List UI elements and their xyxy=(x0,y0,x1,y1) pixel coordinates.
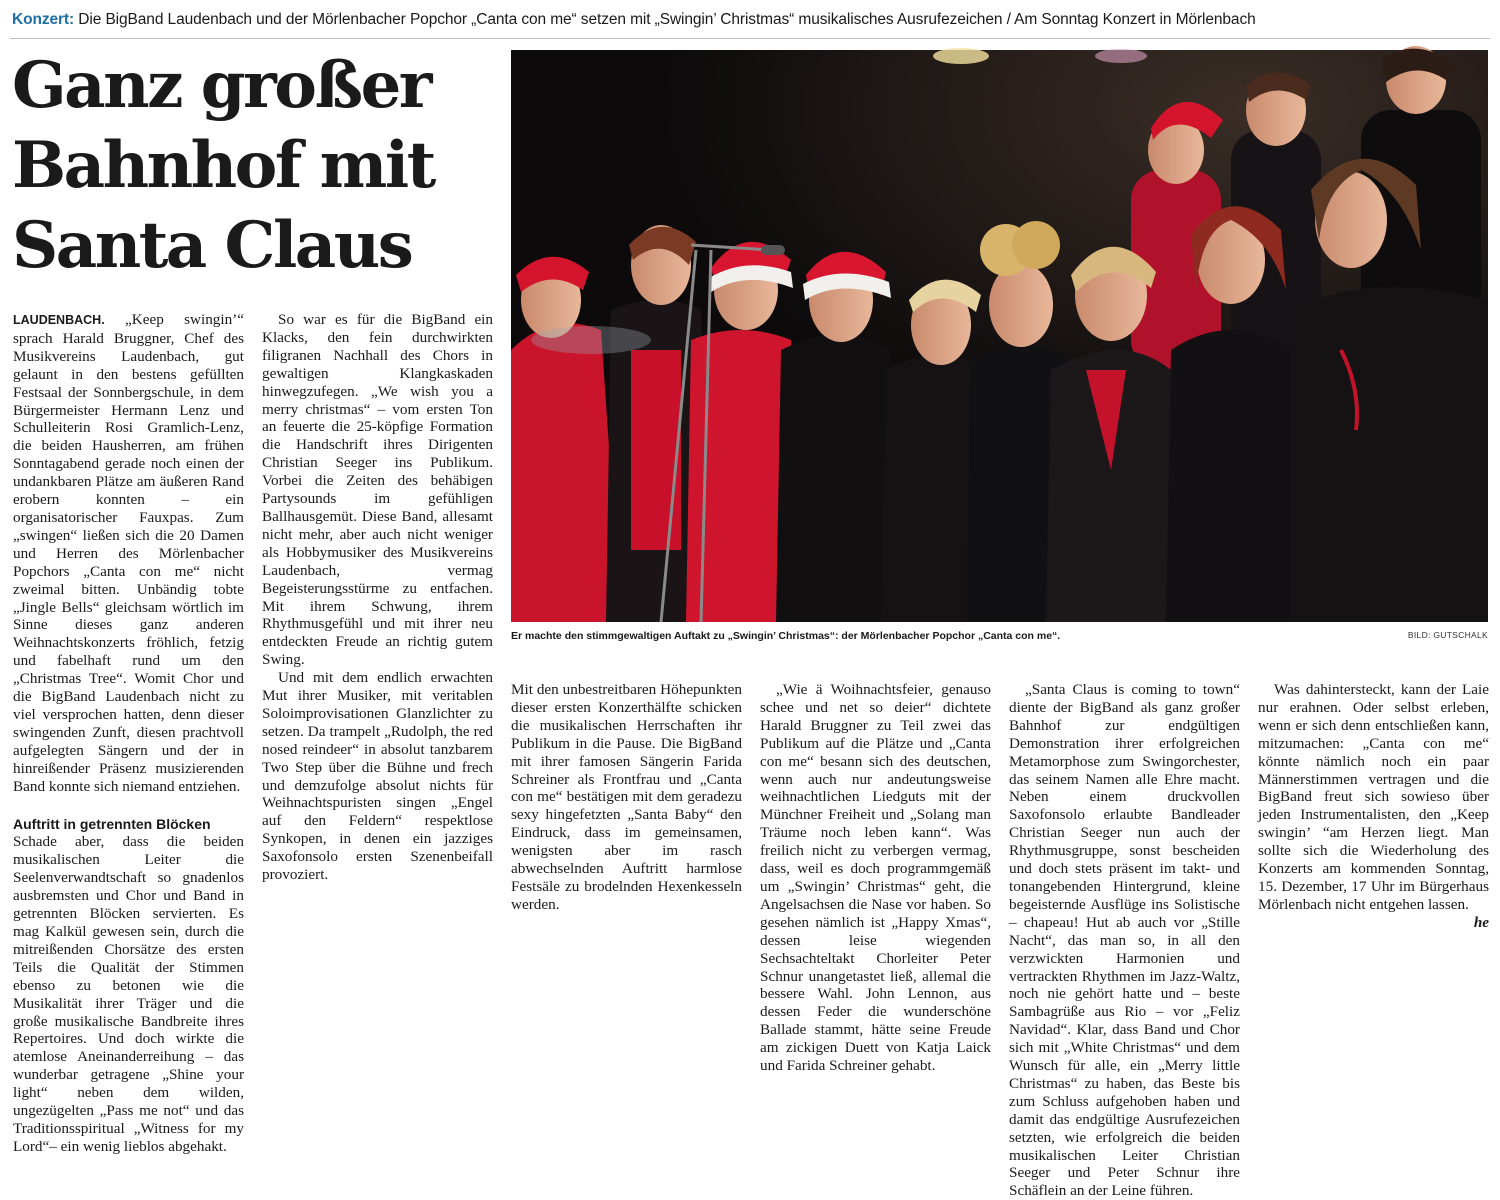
headline xyxy=(12,46,492,286)
top-rule xyxy=(10,38,1490,39)
paragraph-1-text: „Keep swingin’“ sprach Harald Bruggner, Chef des Musikvereins Laudenbach, gut gelaunt in den bestens gefüllten Festsaal der Sonnbergschule, in dem Bürgermeister Hermann Lenz und Schulleiterin Rosi Gramlich-Lenz, die beiden Hausherren, am frühen Sonntagabend gerade noch einen der undankbaren Plätze am äußeren Rand erobern konnten – ein organisatorischer Fauxpas. Zum „swingen“ ließen sich die 20 Damen und Herren des Mörlenbacher Popchors „Canta con me“ nicht zweimal bitten. Unbändig tobte „Jingle Bells“ gleichsam wörtlich im Sinne dieses ganz anderen Weihnachtskonzerts fröhlich, fetzig und fabelhaft rund um den „Christmas Tree“. Womit Chor und die BigBand Laudenbach nicht zu viel versprochen hatten, denn dieser swingenden Zunft, diesen prachtvoll aufgelegten Sängern und der in hinreißender Präsenz musizierenden Band konnte sich niemand entziehen. xyxy=(13,311,245,795)
author-signoff: he xyxy=(1473,913,1489,931)
kicker-text: Die BigBand Laudenbach und der Mörlenbacher Popchor „Canta con me“ setzen mit „Swingin’ Christmas“ musikalisches Ausrufezeichen / Am Sonntag Konzert in Mörlenbach xyxy=(78,11,1256,28)
article-column-1 xyxy=(13,311,245,1155)
article-column-6 xyxy=(1258,681,1489,1019)
kicker-line xyxy=(12,9,1492,31)
headline-line-1: Ganz großer xyxy=(12,48,430,123)
headline-line-3: Santa Claus xyxy=(12,208,412,283)
article-column-4 xyxy=(760,681,991,1075)
article-column-3 xyxy=(511,681,742,1019)
paragraph-1 xyxy=(13,311,244,795)
photo-credit: BILD: GUTSCHALK xyxy=(1407,630,1488,640)
paragraph-5: Mit den unbestreitbaren Höhepunkten dieser ersten Konzerthälfte schicken die musikalischen Herrschaften ihr Publikum in die Pause. Die BigBand mit ihrer famosen Sängerin Farida Schreiner als Frontfrau und „Canta con me“ bestätigen mit dem geradezu sexy hingefetzten „Santa Baby“ den Eindruck, dass im gemeinsamen, wenigsten aber im rasch abwechselnden Auftritt harmlose Festsäle zu brodelnden Hexenkesseln werden. xyxy=(511,681,742,913)
paragraph-2: Schade aber, dass die beiden musikalischen Leiter die Seelenverwandtschaft so gnadenlos ausbremsten und Chor und Band in getrennten Blöcken servierten. Es mag Kalkül gewesen sein, durch die mitreißenden Chorsätze des ersten Teils die Qualität der Stimmen ebenso zu betonen wie die Musikalität ihrer Träger und die große musikalische Bandbreite ihres Repertoires. Und doch wirkte die atemlose Aneinanderreihung – das wunderbar getragene „Shine your light“ neben dem wilden, ungezügelten „Pass me not“ und das Traditionsspiritual „Witness for my Lord“– ein wenig lieblos abgehakt. xyxy=(13,833,244,1155)
dateline: LAUDENBACH. xyxy=(13,313,105,327)
paragraph-6: „Wie ä Woihnachtsfeier, genauso schee und net so deier“ dichtete Harald Bruggner zu Teil zwei das Publikum auf die Plätze und „Canta con me“ besann sich des deutschen, wenn auch nur andeutungsweise weihnachtlichen Liedguts mit der Münchner Freiheit und „Solang man Träume noch leben kann“. Was freilich nicht zu verbergen vermag, dass, weil es doch programmgemäß um „Swingin’ Christmas“ geht, die Angelsachsen die Nase vor haben. So gesehen nämlich ist „Happy Xmas“, dessen leise wiegenden Sechsachteltakt Chorleiter Peter Schnur unangetastet ließ, allemal die bessere Wahl. John Lennon, aus dessen Feder die wunderschöne Ballade stammt, hätte seine Freude am zickigen Duett von Katja Laick und Farida Schreiner gehabt. xyxy=(760,681,991,1075)
choir-photo xyxy=(511,50,1488,622)
subheading: Auftritt in getrennten Blöcken xyxy=(13,816,211,833)
paragraph-7: „Santa Claus is coming to town“ diente der BigBand als ganz großer Bahnhof zur endgültigen Demonstration ihrer erfolgreichen Metamorphose zum Swingorchester, das seinem Namen alle Ehre macht. Neben einem druckvollen Saxofonsolo erlaubte Bandleader Christian Seeger nun auch der Rhythmusgruppe, sonst bescheiden und doch stets präsent im takt- und tonangebenden Hintergrund, kleine begeisternde Ausflüge ins Solistische – chapeau! Hut ab auch vor „Stille Nacht“, das man so, in all den verzwickten Harmonien und vertrackten Rhythmen im Jazz-Waltz, noch nie gehört hatte und – beste Sambagrüße aus Rio – vor „Feliz Navidad“. Klar, dass Band und Chor sich mit „White Christmas“ und dem Wunsch für alle, ein „Merry little Christmas“ zu haben, das Beste bis zum Schluss aufgehoben haben und damit das endgültige Ausrufezeichen setzten, wie erfolgreich die beiden musikalischen Leiter Christian Seeger und Peter Schnur ihre Schäflein an der Leine führen. xyxy=(1009,681,1240,1200)
paragraph-8 xyxy=(1258,681,1489,931)
paragraph-4: Und mit dem endlich erwachten Mut ihrer Musiker, mit veritablen Soloimprovisationen Glanzlichter zu setzen. Da trampelt „Rudolph, the red nosed reindeer“ in absolut tanzbarem Two Step über die Bühne und frech und demzufolge absolut nichts für Weihnachtspuristen singen „Engel auf den Feldern“ respektlose Synkopen, in denen ein jazziges Saxofonsolo ersten Szenenbeifall provoziert. xyxy=(262,669,493,884)
paragraph-8-text: Was dahintersteckt, kann der Laie nur erahnen. Oder selbst erleben, wenn er sich denn entschließen kann, mitzumachen: „Canta con me“ könnte nämlich noch ein paar Männerstimmen vertragen und die BigBand freut sich sowieso über jeden Instrumentalisten, den „Keep swingin’ “am Herzen liegt. Man sollte sich die Wiederholung des Konzerts am kommenden Sonntag, 15. Dezember, 17 Uhr im Bürgerhaus Mörlenbach nicht entgehen lassen. xyxy=(1258,681,1489,913)
headline-line-2: Bahnhof mit xyxy=(12,128,434,203)
article-column-5 xyxy=(1009,681,1240,1200)
article-column-2 xyxy=(262,311,493,1019)
kicker-label: Konzert: xyxy=(12,11,75,28)
photo-caption: Er machte den stimmgewaltigen Auftakt zu „Swingin’ Christmas“: der Mörlenbacher Popchor „Canta con me“. xyxy=(511,630,1061,642)
paragraph-3: So war es für die BigBand ein Klacks, den fein durchwirkten filigranen Nachhall des Chors in gewaltigen Klangkaskaden hinwegzufegen. „We wish you a merry christmas“ – vom ersten Ton an feuerte die 25-köpfige Formation die Handschrift ihres Dirigenten Christian Seeger ins Publikum. Vorbei die Zeiten des behäbigen Partysounds im gefühligen Ballhausgemüt. Diese Band, allesamt nicht mehr, aber auch nicht weniger als Hobbymusiker des Musikvereins Laudenbach, vermag Begeisterungsstürme zu entfachen. Mit ihrem Schwung, ihrem Rhythmusgefühl und mit ihrer neu entdeckten Freude an richtig gutem Swing. xyxy=(262,311,493,669)
